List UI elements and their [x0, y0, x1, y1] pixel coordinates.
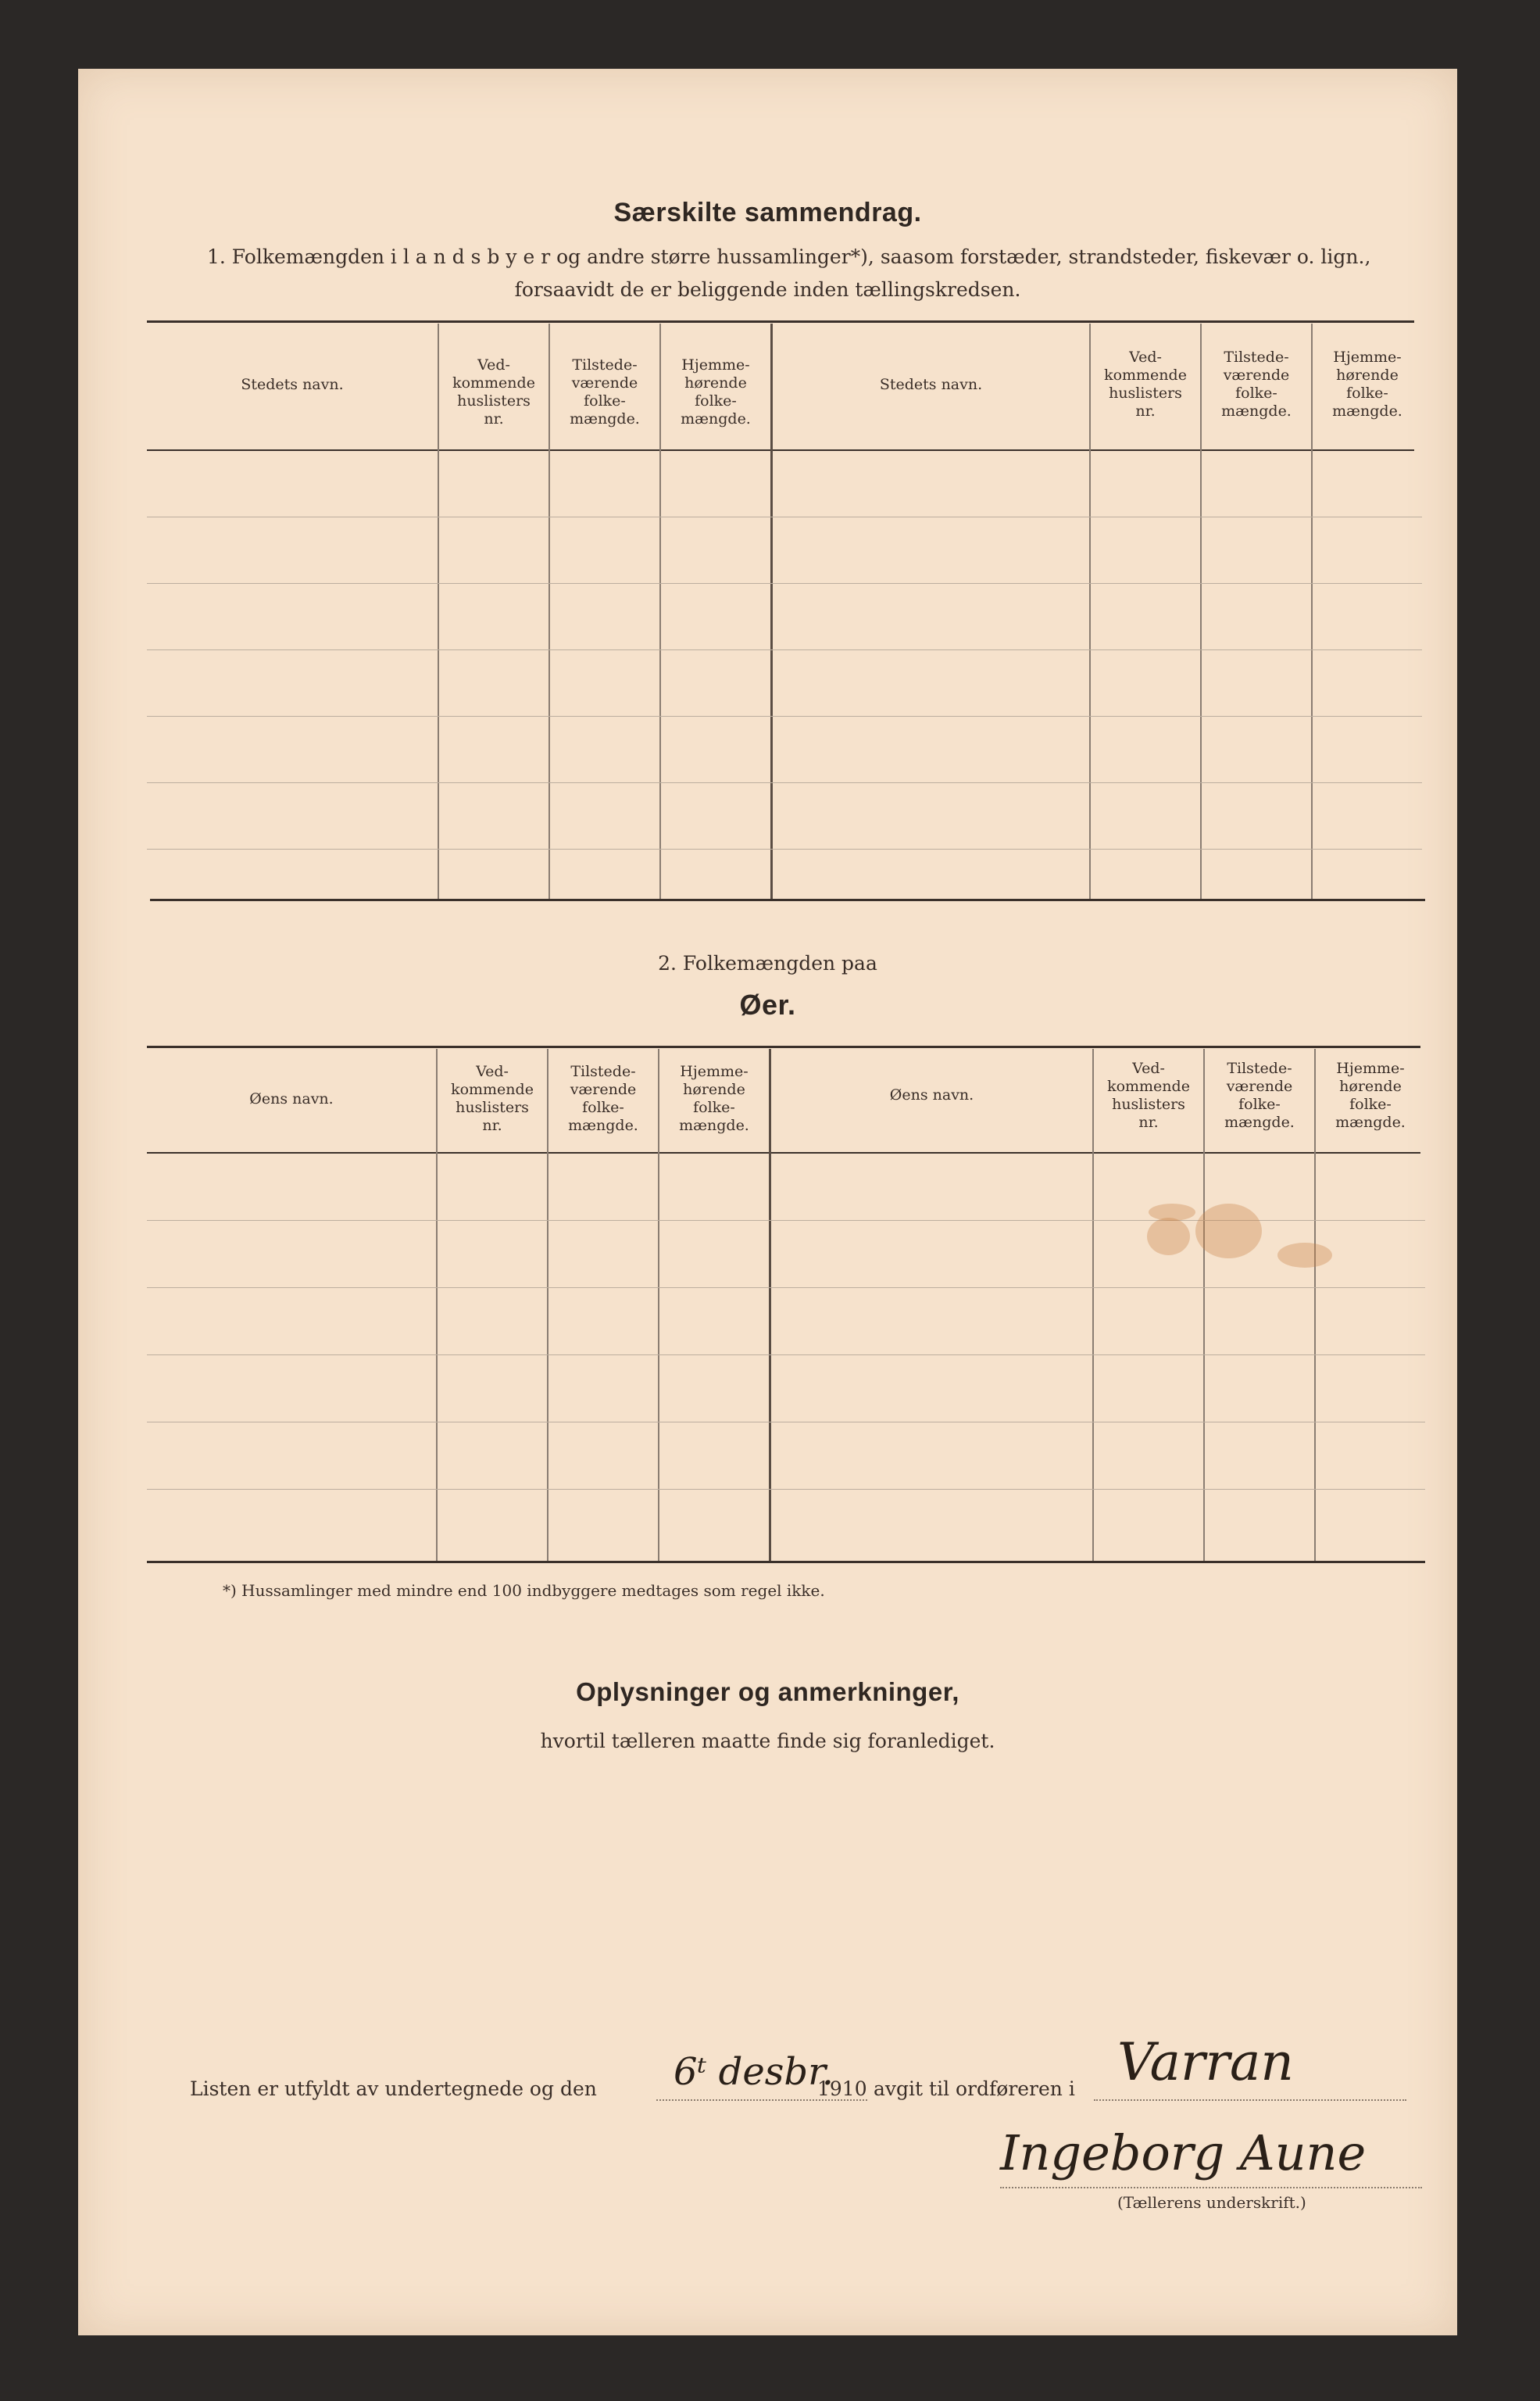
table2-header-hjemme-right: Hjemme- hørende folke- mængde.	[1335, 1060, 1406, 1131]
table2-header-name-right: Øens navn.	[889, 1086, 974, 1104]
signature-prefix: Listen er utfyldt av undertegnede og den	[190, 2077, 597, 2100]
water-stain	[1147, 1218, 1190, 1255]
table2-top-rule	[147, 1046, 1420, 1048]
table1-header-name-left: Stedets navn.	[241, 376, 344, 393]
year: 1910	[817, 2077, 867, 2100]
table1-bottom-rule	[150, 899, 1425, 901]
table2-header-tilstede-right: Tilstede- værende folke- mængde.	[1224, 1060, 1295, 1131]
table1-top-rule	[147, 320, 1414, 323]
handwritten-signature: Ingeborg Aune	[1000, 2124, 1367, 2181]
water-stain	[1277, 1243, 1332, 1268]
water-stain	[1195, 1204, 1262, 1258]
table2-header-name-left: Øens navn.	[249, 1090, 334, 1107]
table2-header-rule	[147, 1152, 1420, 1154]
signature-caption: (Tællerens underskrift.)	[1117, 2193, 1306, 2212]
footnote: *) Hussamlinger med mindre end 100 indbyggere medtages som regel ikke.	[223, 1581, 825, 1600]
handwritten-date: 6ᵗ desbr.	[674, 2050, 834, 2094]
section2-line1: 2. Folkemængden paa	[658, 952, 877, 975]
table1-header-tilstede-right: Tilstede- værende folke- mængde.	[1221, 349, 1292, 420]
table1-header-rule	[147, 449, 1414, 451]
table2-header-huslister-right: Ved- kommende huslisters nr.	[1107, 1060, 1190, 1131]
section1-line1: 1. Folkemængden i l a n d s b y e r og andre større hussamlinger*), saasom forstæder, strandsteder, fiskevær o. lign.,	[207, 245, 1371, 268]
table1-header-hjemme-left: Hjemme- hørende folke- mængde.	[681, 356, 751, 428]
page-title: Særskilte sammendrag.	[613, 198, 922, 227]
table1-header-tilstede-left: Tilstede- værende folke- mængde.	[570, 356, 640, 428]
table1-header-huslister-right: Ved- kommende huslisters nr.	[1104, 349, 1187, 420]
section1-line2: forsaavidt de er beliggende inden tællingskredsen.	[514, 278, 1021, 301]
signature-middle: avgit til ordføreren i	[874, 2077, 1075, 2100]
table2-bottom-rule	[147, 1561, 1425, 1563]
table1-header-huslister-left: Ved- kommende huslisters nr.	[452, 356, 535, 428]
table2-header-huslister-left: Ved- kommende huslisters nr.	[451, 1063, 534, 1134]
remarks-heading: Oplysninger og anmerkninger,	[576, 1677, 959, 1706]
census-form-page	[78, 69, 1457, 2335]
table2-header-hjemme-left: Hjemme- hørende folke- mængde.	[679, 1063, 749, 1134]
table1-header-name-right: Stedets navn.	[879, 376, 983, 393]
table1-header-hjemme-right: Hjemme- hørende folke- mængde.	[1332, 349, 1402, 420]
section2-heading: Øer.	[739, 989, 796, 1021]
table2-header-tilstede-left: Tilstede- værende folke- mængde.	[568, 1063, 638, 1134]
handwritten-place: Varran	[1117, 2032, 1294, 2092]
remarks-subheading: hvortil tælleren maatte finde sig foranlediget.	[540, 1730, 995, 1752]
